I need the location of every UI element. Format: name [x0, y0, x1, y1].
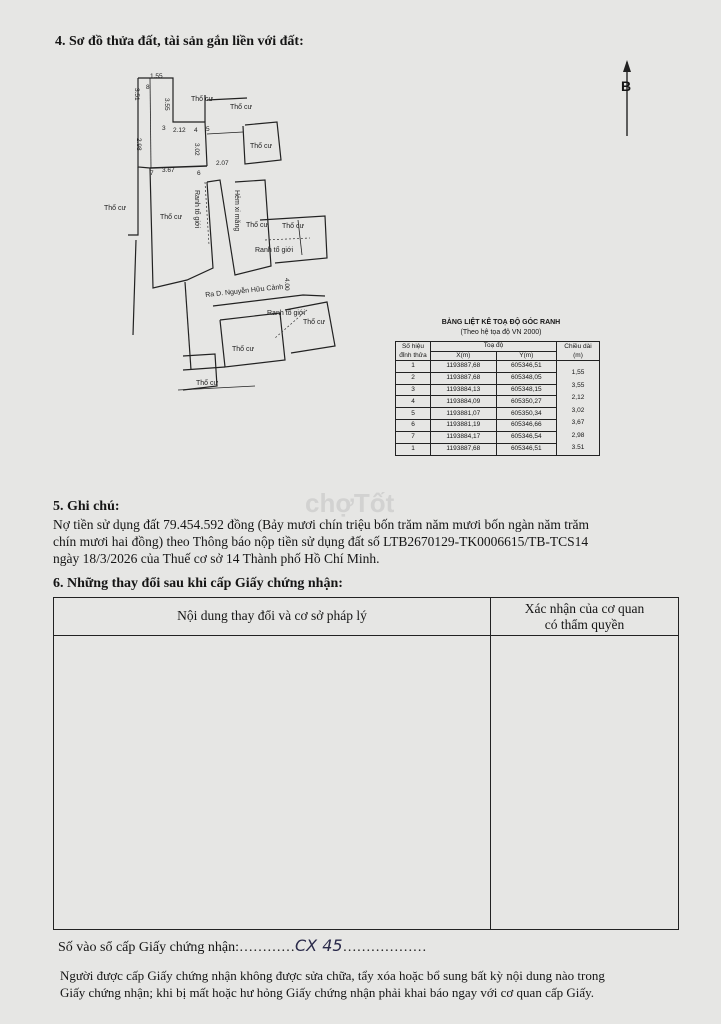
cell-y: 605348,05 — [496, 372, 556, 384]
cell-id: 3 — [396, 384, 431, 396]
coord-table-title: BẢNG LIỆT KÊ TOẠ ĐỘ GÓC RANH — [441, 319, 561, 326]
cell-id: 4 — [396, 396, 431, 408]
dim-label: 3.51 — [133, 88, 140, 101]
label-tho-cu-4: Thổ cư — [160, 214, 183, 221]
north-arrow-icon — [617, 58, 647, 138]
dim-label: 3.55 — [163, 98, 170, 111]
so-vao-so-line — [58, 936, 427, 956]
dim-label: 3.02 — [193, 143, 200, 156]
cell-y: 605346,66 — [496, 420, 556, 432]
th-toa-do: Toạ độ — [431, 342, 557, 352]
dim-label: 3.67 — [162, 167, 175, 174]
cell-x: 1193884,13 — [431, 384, 497, 396]
cell-y: 605346,51 — [496, 361, 556, 373]
so-vao-so-label: Số vào sổ cấp Giấy chứng nhận: — [58, 940, 239, 955]
label-tho-cu-9: Thổ cư — [232, 346, 255, 353]
dim-label: 4.00 — [283, 278, 290, 291]
cell-x: 1193887,68 — [431, 443, 497, 455]
label-tho-cu-2: Thổ cư — [250, 143, 273, 150]
label-tho-cu-3: Thổ cư — [104, 205, 127, 212]
site-map — [95, 70, 355, 400]
label-ranh-gioi: Ranh tổ giới — [255, 247, 294, 254]
dim-label: 5 — [206, 126, 210, 133]
cell-y: 605346,54 — [496, 431, 556, 443]
watermark: chợTốt — [305, 488, 395, 518]
label-tho-cu-6: Thổ cư — [282, 223, 305, 230]
handwritten-number: CX 45 — [295, 936, 343, 955]
cell-y: 605350,27 — [496, 396, 556, 408]
changes-confirm-cell — [491, 636, 679, 930]
cell-x: 1193887,68 — [431, 372, 497, 384]
changes-col-confirm — [491, 598, 679, 636]
confirm-line-2: có thẩm quyền — [544, 617, 625, 632]
cell-y: 605350,34 — [496, 408, 556, 420]
changes-content-cell — [54, 636, 491, 930]
cell-y: 605346,51 — [496, 443, 556, 455]
label-hem-xi-mang: Hẻm xi măng — [233, 190, 240, 232]
footer-note-1: Người được cấp Giấy chứng nhận không được sửa chữa, tẩy xóa hoặc bổ sung bất kỳ nội dung nào trong — [60, 968, 605, 983]
label-tho-cu-5: Thổ cư — [246, 222, 269, 229]
dots-1: ………… — [239, 940, 295, 955]
dim-label: 2.07 — [216, 160, 229, 167]
th-so-hieu: Số hiệu đỉnh thửa — [396, 342, 431, 361]
length-value: 1,55 — [571, 369, 585, 376]
cell-x: 1193881,19 — [431, 420, 497, 432]
dim-label: 3 — [162, 125, 166, 132]
coord-table — [395, 341, 600, 456]
dim-label: 2.98 — [135, 138, 142, 151]
north-label: B — [621, 78, 632, 94]
changes-col-content: Nội dung thay đổi và cơ sở pháp lý — [54, 598, 491, 636]
footer-note-2: Giấy chứng nhận; khi bị mất hoặc hư hỏng Giấy chứng nhận phải khai báo ngay với cơ quan cấp Giấy. — [60, 985, 595, 1000]
cell-lengths — [557, 361, 600, 456]
table-row — [396, 361, 600, 373]
section-5-title: 5. Ghi chú: — [53, 499, 120, 514]
label-ranh-gioi-2: Ranh tổ giới — [267, 310, 306, 317]
length-value: 3,55 — [571, 381, 585, 389]
label-tho-cu-10: Thổ cư — [196, 380, 219, 387]
cell-x: 1193884,17 — [431, 431, 497, 443]
dim-label: 6 — [197, 170, 201, 177]
dots-2: ……………… — [342, 940, 427, 955]
dim-label: 2.12 — [173, 127, 186, 134]
dim-label: 1.55 — [150, 73, 163, 80]
length-value: 2,12 — [571, 394, 585, 401]
cell-x: 1193887,68 — [431, 361, 497, 373]
label-ranh-to-gioi: Ranh tổ giới — [193, 190, 200, 229]
confirm-line-1: Xác nhận của cơ quan — [524, 601, 645, 616]
cell-id: 7 — [396, 431, 431, 443]
length-value: 3,02 — [571, 406, 585, 414]
th-x: X(m) — [431, 351, 497, 361]
section-6-title: 6. Những thay đổi sau khi cấp Giấy chứng nhận: — [53, 576, 343, 591]
cell-id: 1 — [396, 361, 431, 373]
length-value: 3,67 — [571, 419, 585, 426]
cell-x: 1193881,07 — [431, 408, 497, 420]
th-chieu-dai: Chiều dài (m) — [557, 342, 600, 361]
label-tho-cu-8: Thổ cư — [303, 319, 326, 326]
note-line-2: chín mươi hai đồng) theo Thông báo nộp tiền sử dụng đất số LTB2670129-TK0006615/TB-TCS14 — [53, 534, 589, 549]
dim-label: 7 — [150, 170, 154, 177]
cell-id: 6 — [396, 420, 431, 432]
th-y: Y(m) — [496, 351, 556, 361]
cell-id: 2 — [396, 372, 431, 384]
label-tho-cu-7: Thổ cư — [191, 96, 214, 103]
label-tho-cu-1: Thổ cư — [230, 104, 253, 111]
cell-x: 1193884,09 — [431, 396, 497, 408]
cell-id: 1 — [396, 443, 431, 455]
cell-y: 605348,15 — [496, 384, 556, 396]
cell-id: 5 — [396, 408, 431, 420]
length-value: 3.51 — [571, 444, 585, 451]
section-4-title: 4. Sơ đồ thửa đất, tài sản gắn liền với đất: — [55, 34, 304, 49]
length-value: 2,98 — [571, 431, 585, 439]
dim-label: 4 — [194, 127, 198, 134]
changes-table — [53, 597, 679, 930]
label-road: Ra D. Nguyễn Hữu Cảnh — [205, 283, 284, 299]
note-line-3: ngày 18/3/2026 của Thuế cơ sở 14 Thành phố Hồ Chí Minh. — [53, 551, 380, 566]
coord-table-subtitle: (Theo hệ tọa độ VN 2000) — [460, 329, 542, 336]
note-line-1: Nợ tiền sử dụng đất 79.454.592 đồng (Bảy mươi chín triệu bốn trăm năm mươi bốn ngàn năm trăm — [53, 517, 590, 532]
dim-label: 8 — [146, 84, 150, 91]
